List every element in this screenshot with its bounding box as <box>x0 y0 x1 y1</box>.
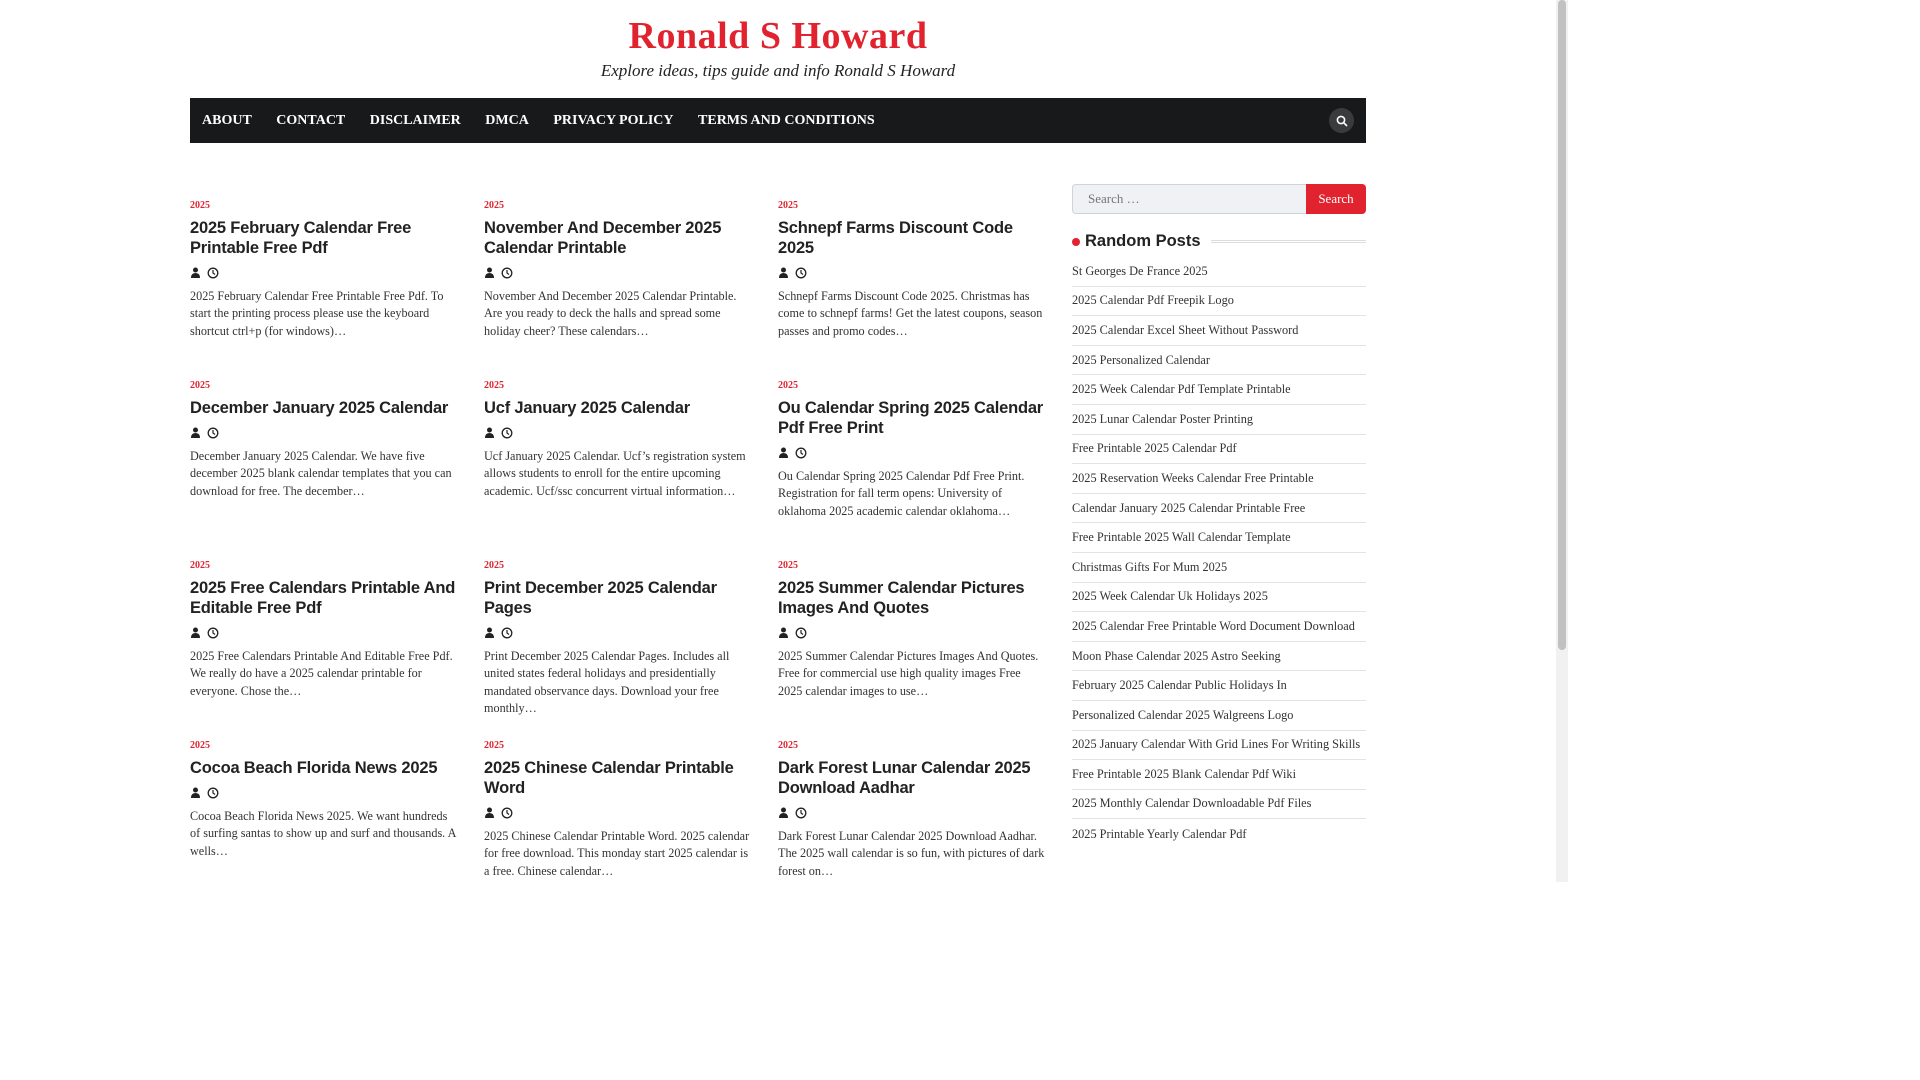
post-card <box>484 200 754 380</box>
post-excerpt: 2025 Free Calendars Printable And Editable Free Pdf. We really do have a 2025 calendar printable for everyone. Chose the… <box>190 649 453 698</box>
post-meta <box>190 267 460 279</box>
random-post-link[interactable]: 2025 Calendar Pdf Freepik Logo <box>1072 287 1366 317</box>
random-post-link[interactable]: 2025 Monthly Calendar Downloadable Pdf Files <box>1072 790 1366 820</box>
scrollbar-thumb[interactable] <box>1558 0 1566 650</box>
author-icon[interactable] <box>778 807 789 819</box>
post-excerpt: 2025 Chinese Calendar Printable Word. 2025 calendar for free download. This monday start 2025 calendar is a free. Chinese calendar… <box>484 829 750 878</box>
post-card <box>778 200 1048 380</box>
random-post-link[interactable]: 2025 January Calendar With Grid Lines For Writing Skills <box>1072 731 1366 761</box>
author-icon[interactable] <box>778 267 789 279</box>
author-icon[interactable] <box>484 627 495 639</box>
post-meta <box>484 427 754 439</box>
post-category[interactable]: 2025 <box>190 380 210 391</box>
post-excerpt: November And December 2025 Calendar Printable. Are you ready to deck the halls and spread some holiday cheer? These calendars… <box>484 289 737 338</box>
post-title[interactable]: November And December 2025 Calendar Printable <box>484 219 722 257</box>
post-excerpt: 2025 Summer Calendar Pictures Images And Quotes. Free for commercial use high quality images Free 2025 calendar images to use… <box>778 649 1039 698</box>
post-title[interactable]: Dark Forest Lunar Calendar 2025 Download Aadhar <box>778 759 1031 797</box>
random-post-link[interactable]: Free Printable 2025 Calendar Pdf <box>1072 435 1366 465</box>
post-card <box>484 380 754 560</box>
author-icon[interactable] <box>190 627 201 639</box>
post-category[interactable]: 2025 <box>484 740 504 751</box>
search-input[interactable] <box>1072 184 1306 214</box>
post-card <box>778 740 1048 920</box>
post-card <box>484 560 754 740</box>
random-posts-list <box>1072 257 1366 849</box>
author-icon[interactable] <box>484 267 495 279</box>
clock-icon[interactable] <box>207 427 219 439</box>
clock-icon[interactable] <box>795 807 807 819</box>
post-meta <box>190 427 460 439</box>
widget-header <box>1072 232 1366 251</box>
random-post-link[interactable]: 2025 Printable Yearly Calendar Pdf <box>1072 826 1247 841</box>
post-title[interactable]: Cocoa Beach Florida News 2025 <box>190 759 438 777</box>
nav-disclaimer[interactable]: DISCLAIMER <box>369 112 461 128</box>
post-card <box>190 740 460 920</box>
post-category[interactable]: 2025 <box>484 560 504 571</box>
random-post-link[interactable]: 2025 Personalized Calendar <box>1072 346 1366 376</box>
post-category[interactable]: 2025 <box>778 200 798 211</box>
post-title[interactable]: 2025 Summer Calendar Pictures Images And Quotes <box>778 579 1025 617</box>
clock-icon[interactable] <box>207 267 219 279</box>
post-excerpt: Schnepf Farms Discount Code 2025. Christmas has come to schnepf farms! Get the latest coupons, season passes and promo codes… <box>778 289 1043 338</box>
post-title[interactable]: Schnepf Farms Discount Code 2025 <box>778 219 1013 257</box>
post-card <box>190 560 460 740</box>
post-category[interactable]: 2025 <box>778 740 798 751</box>
post-meta <box>484 627 754 639</box>
post-title[interactable]: Ou Calendar Spring 2025 Calendar Pdf Free Print <box>778 399 1044 437</box>
search-icon[interactable] <box>1329 108 1354 133</box>
scrollbar[interactable] <box>1556 0 1568 882</box>
author-icon[interactable] <box>190 427 201 439</box>
post-title[interactable]: December January 2025 Calendar <box>190 399 449 417</box>
clock-icon[interactable] <box>795 627 807 639</box>
random-post-link[interactable]: Moon Phase Calendar 2025 Astro Seeking <box>1072 642 1366 672</box>
post-meta <box>190 787 460 799</box>
post-meta <box>778 807 1048 819</box>
clock-icon[interactable] <box>501 267 513 279</box>
random-post-link[interactable]: 2025 Week Calendar Uk Holidays 2025 <box>1072 583 1366 613</box>
post-title[interactable]: 2025 Free Calendars Printable And Editable Free Pdf <box>190 579 456 617</box>
author-icon[interactable] <box>484 427 495 439</box>
post-excerpt: Print December 2025 Calendar Pages. Includes all united states federal holidays and presidentially mandated observance days. Download your free monthly… <box>484 649 730 715</box>
post-category[interactable]: 2025 <box>484 200 504 211</box>
post-excerpt: Cocoa Beach Florida News 2025. We want hundreds of surfing santas to show up and surf and thousands. A wells… <box>190 809 456 858</box>
post-grid <box>190 200 1046 920</box>
nav-dmca[interactable]: DMCA <box>485 112 529 128</box>
post-category[interactable]: 2025 <box>190 200 210 211</box>
author-icon[interactable] <box>484 807 495 819</box>
post-card <box>484 740 754 920</box>
post-title[interactable]: Print December 2025 Calendar Pages <box>484 579 717 617</box>
post-card <box>190 380 460 560</box>
random-post-link[interactable]: Calendar January 2025 Calendar Printable Free <box>1072 494 1366 524</box>
random-post-link[interactable]: St Georges De France 2025 <box>1072 257 1366 287</box>
post-category[interactable]: 2025 <box>190 560 210 571</box>
post-excerpt: 2025 February Calendar Free Printable Free Pdf. To start the printing process please use the keyboard shortcut ctrl+p (for windows)… <box>190 289 444 338</box>
post-category[interactable]: 2025 <box>190 740 210 751</box>
post-category[interactable]: 2025 <box>778 560 798 571</box>
post-excerpt: Dark Forest Lunar Calendar 2025 Download Aadhar. The 2025 wall calendar is so fun, with pictures of dark forest on… <box>778 829 1045 878</box>
random-post-link[interactable]: Free Printable 2025 Wall Calendar Template <box>1072 523 1366 553</box>
author-icon[interactable] <box>778 627 789 639</box>
post-title[interactable]: Ucf January 2025 Calendar <box>484 399 690 417</box>
nav-contact[interactable]: CONTACT <box>276 112 346 128</box>
sidebar <box>1072 184 1366 849</box>
post-title[interactable]: 2025 February Calendar Free Printable Free Pdf <box>190 219 412 257</box>
nav-privacy-policy[interactable]: PRIVACY POLICY <box>553 112 674 128</box>
post-excerpt: Ucf January 2025 Calendar. Ucf’s registration system allows students to enroll for the entire upcoming academic. Ucf/ssc concurrent virtual information… <box>484 449 746 498</box>
site-tagline: Explore ideas, tips guide and info Ronald S Howard <box>600 61 956 80</box>
author-icon[interactable] <box>190 787 201 799</box>
bullet-dot-icon <box>1072 238 1080 246</box>
post-meta <box>484 807 754 819</box>
random-post-link[interactable]: 2025 Calendar Free Printable Word Document Download <box>1072 612 1366 642</box>
post-title[interactable]: 2025 Chinese Calendar Printable Word <box>484 759 734 797</box>
clock-icon[interactable] <box>795 267 807 279</box>
post-meta <box>778 627 1048 639</box>
nav-terms[interactable]: TERMS AND CONDITIONS <box>698 112 875 128</box>
random-post-link[interactable]: 2025 Reservation Weeks Calendar Free Printable <box>1072 464 1366 494</box>
author-icon[interactable] <box>778 447 789 459</box>
post-card <box>190 200 460 380</box>
post-excerpt: Ou Calendar Spring 2025 Calendar Pdf Free Print. Registration for fall term opens: University of oklahoma 2025 academic calendar oklahoma… <box>778 469 1025 518</box>
search-form <box>1072 184 1366 214</box>
random-post-link[interactable]: Personalized Calendar 2025 Walgreens Logo <box>1072 701 1366 731</box>
post-category[interactable]: 2025 <box>778 380 798 391</box>
post-excerpt: December January 2025 Calendar. We have five december 2025 blank calendar templates that you can download for free. The december… <box>190 449 452 498</box>
random-post-link[interactable]: 2025 Lunar Calendar Poster Printing <box>1072 405 1366 435</box>
random-post-link[interactable]: 2025 Calendar Excel Sheet Without Password <box>1072 316 1366 346</box>
author-icon[interactable] <box>190 267 201 279</box>
random-post-link[interactable]: February 2025 Calendar Public Holidays In <box>1072 671 1366 701</box>
post-category[interactable]: 2025 <box>484 380 504 391</box>
divider <box>1211 240 1366 243</box>
post-card <box>778 380 1048 560</box>
clock-icon[interactable] <box>501 807 513 819</box>
random-post-link[interactable]: Christmas Gifts For Mum 2025 <box>1072 553 1366 583</box>
post-meta <box>778 267 1048 279</box>
site-title[interactable]: Ronald S Howard <box>628 15 928 57</box>
clock-icon[interactable] <box>501 627 513 639</box>
search-button[interactable]: Search <box>1306 184 1366 214</box>
clock-icon[interactable] <box>795 447 807 459</box>
post-meta <box>484 267 754 279</box>
post-meta <box>778 447 1048 459</box>
random-post-link[interactable]: 2025 Week Calendar Pdf Template Printable <box>1072 375 1366 405</box>
clock-icon[interactable] <box>501 427 513 439</box>
nav-about[interactable]: ABOUT <box>202 112 252 128</box>
widget-title: Random Posts <box>1085 232 1201 250</box>
post-meta <box>190 627 460 639</box>
post-card <box>778 560 1048 740</box>
random-post-link[interactable]: Free Printable 2025 Blank Calendar Pdf Wiki <box>1072 760 1366 790</box>
clock-icon[interactable] <box>207 627 219 639</box>
clock-icon[interactable] <box>207 787 219 799</box>
main-nav <box>190 98 1366 143</box>
